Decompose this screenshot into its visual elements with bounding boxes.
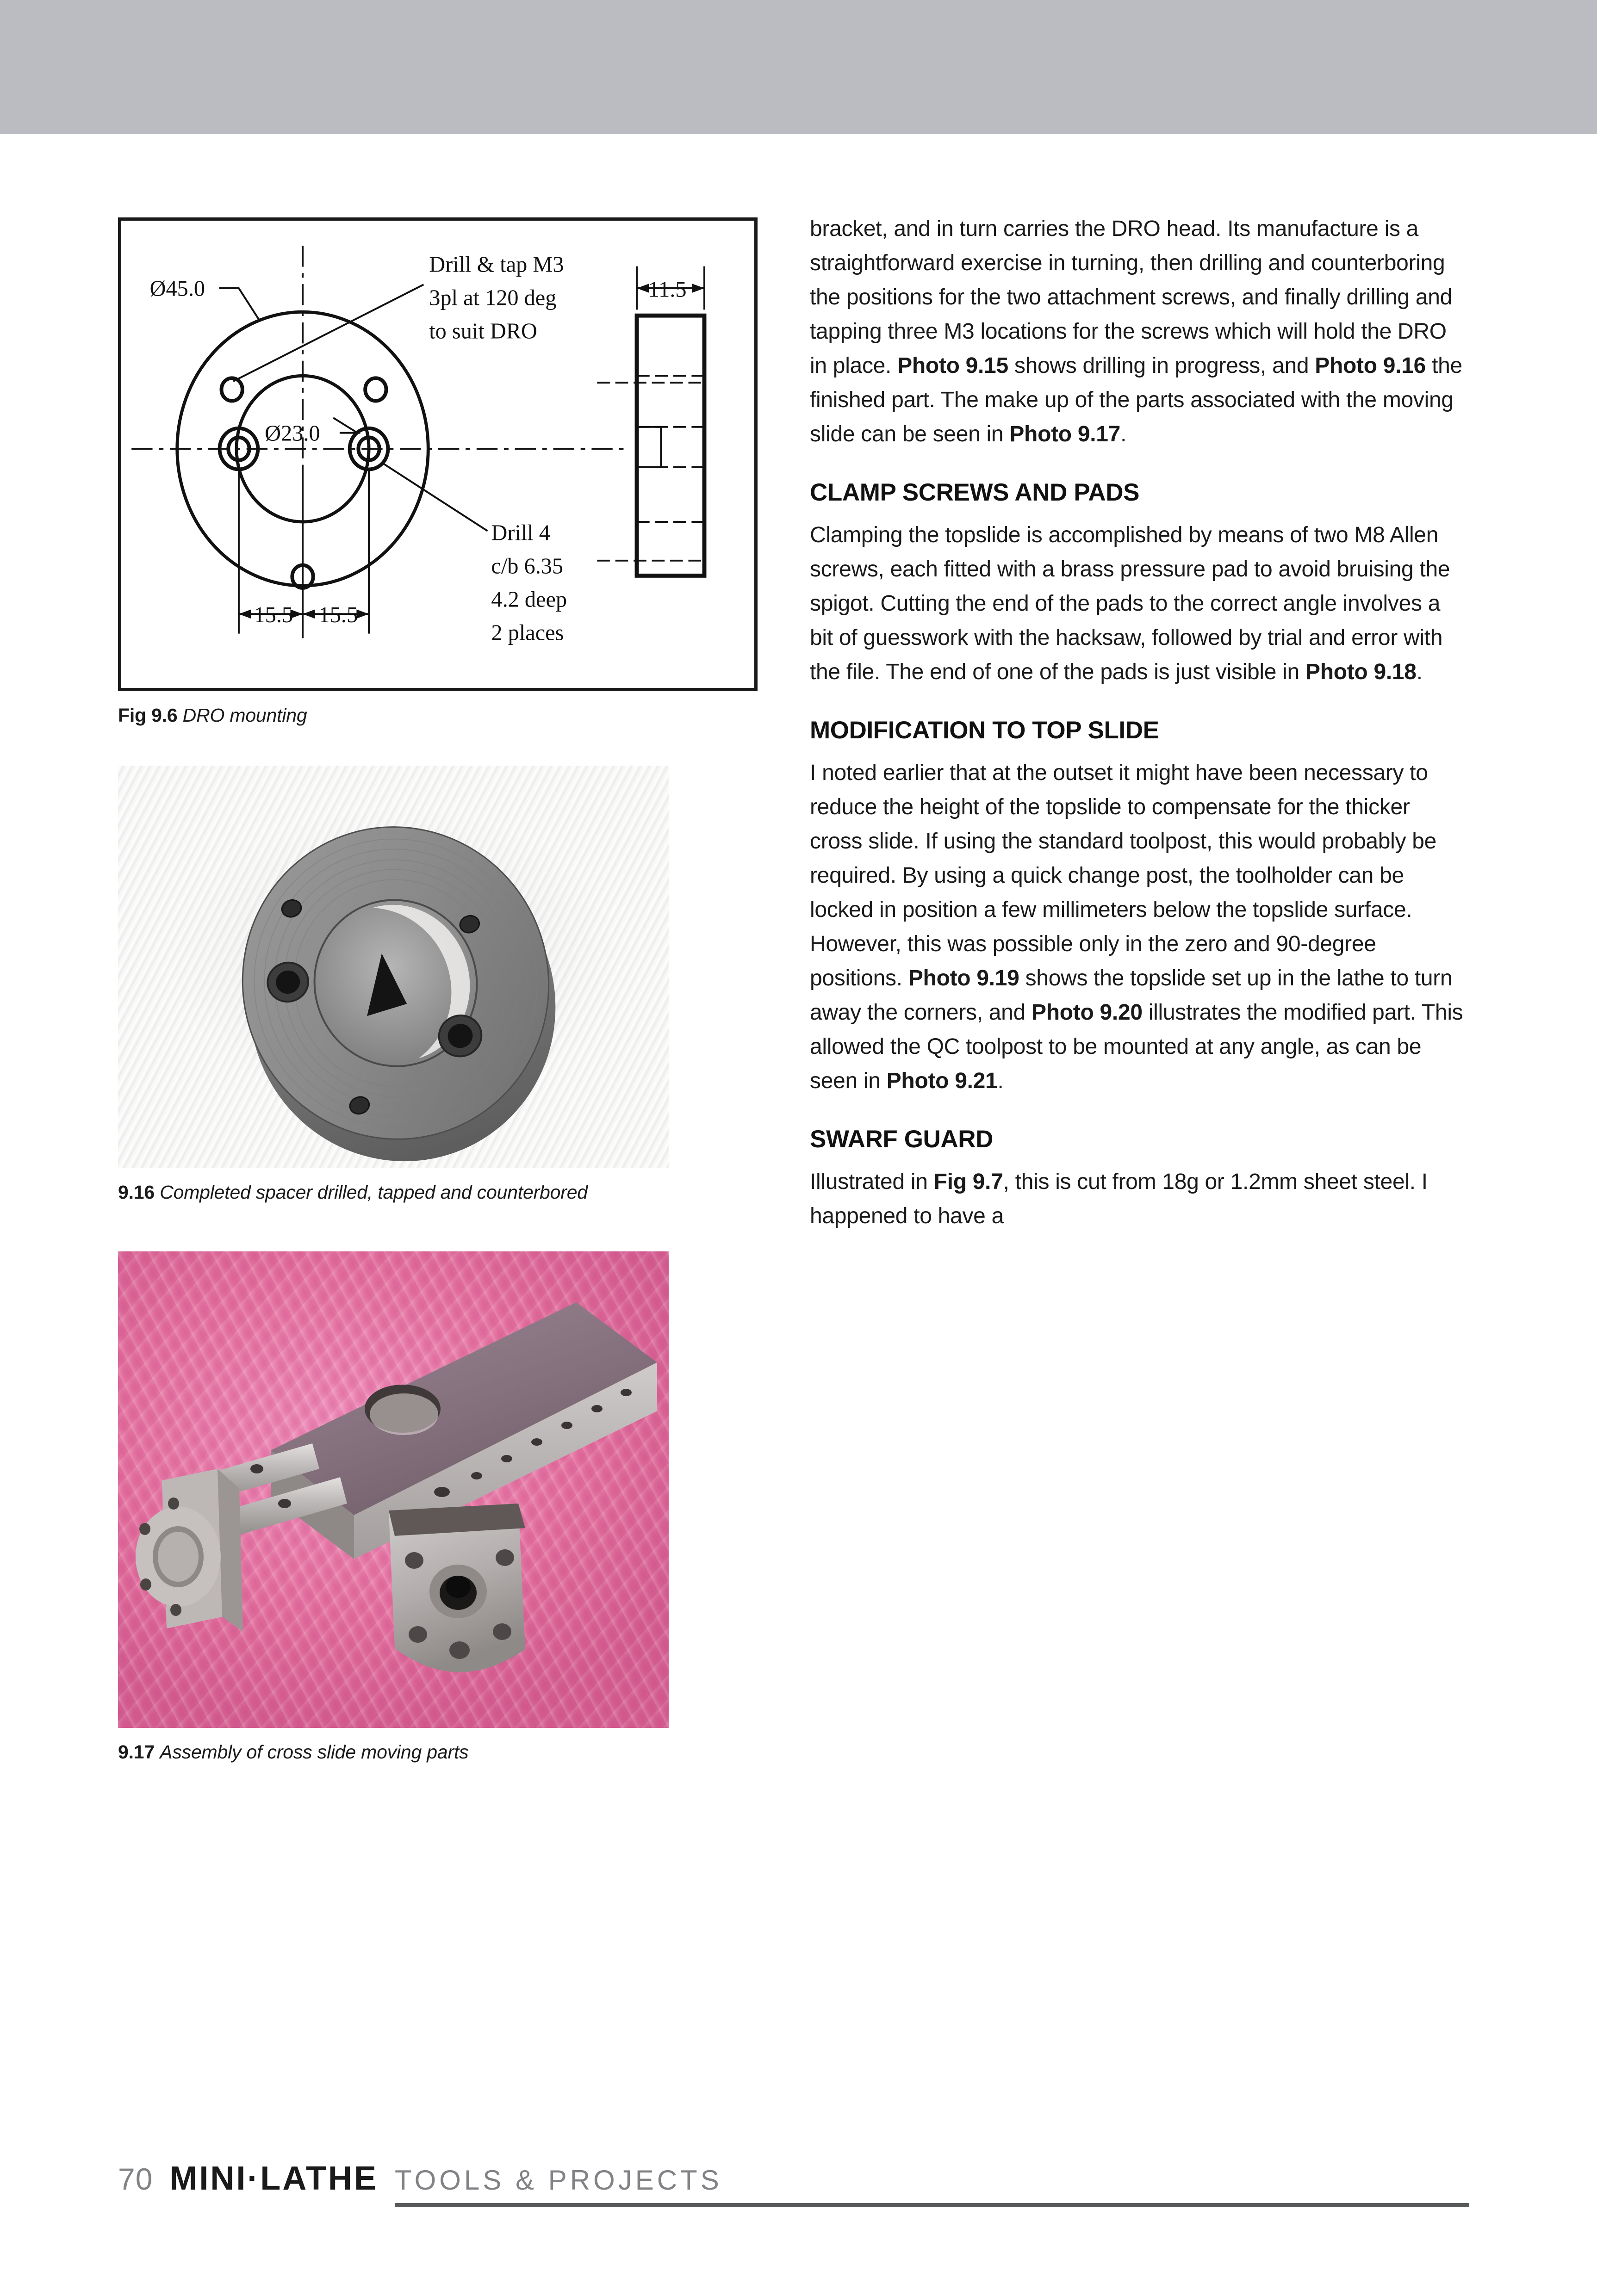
figure-9-6-caption-number: Fig 9.6 — [118, 705, 178, 726]
cross-slide-parts-illustration — [118, 1251, 669, 1728]
photo-reference: Photo 9.15 — [897, 353, 1008, 378]
heading-modification-to-top-slide: MODIFICATION TO TOP SLIDE — [810, 717, 1159, 744]
annotation-drill-note-line2: c/b 6.35 — [491, 554, 564, 579]
body-text-run: shows drilling in progress, and — [1008, 353, 1315, 378]
body-text-run: I noted earlier that at the outset it might have been necessary to reduce the height of the topslide to compensate for the thicker cross slide. If using the standard toolpost, this would probably be required. By using a quick change post, the toolholder can be locked in position a few millimeters below the topslide surface. However, this was possible only in the zero and 90-degree positions. — [810, 761, 1437, 990]
leader-o45 — [219, 288, 260, 320]
page-footer — [118, 2160, 1469, 2215]
photo-9-17-image — [118, 1251, 669, 1728]
body-text-run: shows the topslide set up in the lathe to turn away the corners, and — [810, 966, 1453, 1025]
book-title: MINI·LATHE — [169, 2160, 379, 2197]
paragraph-top-slide — [810, 756, 1467, 1098]
photo-9-16-image — [118, 766, 669, 1168]
body-text-run: bracket, and in turn carries the DRO head. Its manufacture is a straightforward exercise in turning, then drilling and counterboring the positions for the two attachment screws, and finally drilling and tapping three M3 locations for the screws which will hold the DRO in place. — [810, 217, 1453, 378]
photo-9-16-caption-number: 9.16 — [118, 1182, 155, 1203]
annotation-dim-right: 15.5 — [318, 602, 358, 627]
paragraph-clamp-screws — [810, 518, 1467, 689]
annotation-drill-note-line1: Drill 4 — [491, 520, 550, 545]
annotation-outer-diameter: Ø45.0 — [149, 276, 205, 301]
photo-reference: Photo 9.17 — [1009, 422, 1121, 446]
figure-9-6-caption-text: DRO mounting — [182, 705, 307, 726]
book-subtitle: TOOLS & PROJECTS — [395, 2165, 722, 2196]
body-text-run: . — [1120, 422, 1127, 446]
body-text-run: illustrates the modified part. This allowed the QC toolpost to be mounted at any angle, as can be seen in — [810, 1000, 1463, 1093]
photo-reference: Photo 9.18 — [1305, 660, 1417, 684]
heading-clamp-screws-and-pads: CLAMP SCREWS AND PADS — [810, 479, 1140, 506]
leader-o23 — [333, 418, 357, 433]
photo-reference: Photo 9.16 — [1315, 353, 1426, 378]
annotation-tap-note-line3: to suit DRO — [429, 319, 537, 344]
photo-reference: Photo 9.21 — [886, 1069, 998, 1093]
book-subtitle-wrap — [395, 2164, 1469, 2196]
page-header-band — [0, 0, 1597, 134]
annotation-tap-note-line1: Drill & tap M3 — [429, 252, 564, 277]
paragraph-swarf-guard — [810, 1165, 1467, 1233]
body-text-run: , this is cut from 18g or 1.2mm sheet steel. I happened to have a — [810, 1170, 1428, 1228]
page-body — [0, 134, 1597, 2296]
footer-divider — [395, 2203, 1469, 2207]
round-block-part — [389, 1504, 525, 1672]
dro-mounting-drawing-svg — [121, 221, 754, 688]
body-text-run: . — [997, 1069, 1004, 1093]
photo-9-16-caption-text: Completed spacer drilled, tapped and counterbored — [160, 1182, 588, 1203]
photo-reference: Photo 9.19 — [908, 966, 1019, 990]
leader-drill4 — [382, 463, 488, 531]
body-text-run: Illustrated in — [810, 1170, 934, 1194]
heading-swarf-guard: SWARF GUARD — [810, 1126, 994, 1153]
paragraph-dro-bracket — [810, 212, 1467, 452]
body-text-run: . — [1416, 660, 1423, 684]
body-text-run: Clamping the topslide is accomplished by means of two M8 Allen screws, each fitted with a brass pressure pad to avoid bruising the spigot. Cutting the end of the pads to the correct angle involves a bit of guesswork with the hacksaw, followed by trial and error with the file. The end of one of the pads is just visible in — [810, 523, 1450, 684]
left-column — [118, 217, 759, 1764]
spacer-ring-illustration — [118, 766, 669, 1168]
photo-9-17-caption-number: 9.17 — [118, 1741, 155, 1763]
annotation-drill-note-line3: 4.2 deep — [491, 587, 567, 612]
annotation-dim-left: 15.5 — [254, 602, 293, 627]
photo-reference: Photo 9.20 — [1032, 1000, 1143, 1025]
photo-9-16-caption — [118, 1180, 759, 1205]
annotation-drill-note-line4: 2 places — [491, 620, 564, 645]
body-text-run: the finished part. The make up of the parts associated with the moving slide can be seen in — [810, 353, 1462, 446]
side-section-view — [597, 266, 704, 576]
article-text-column — [810, 212, 1467, 1233]
annotation-dim-thickness: 11.5 — [648, 277, 687, 302]
figure-9-6-drawing — [118, 217, 758, 691]
figure-9-6-caption — [118, 703, 759, 728]
photo-9-17-caption — [118, 1740, 759, 1764]
annotation-tap-note-line2: 3pl at 120 deg — [429, 285, 557, 310]
annotation-bore-diameter: Ø23.0 — [265, 421, 320, 446]
page-number: 70 — [118, 2162, 153, 2196]
photo-reference: Fig 9.7 — [933, 1170, 1003, 1194]
photo-9-17-caption-text: Assembly of cross slide moving parts — [160, 1741, 469, 1763]
leader-m3 — [233, 285, 423, 381]
